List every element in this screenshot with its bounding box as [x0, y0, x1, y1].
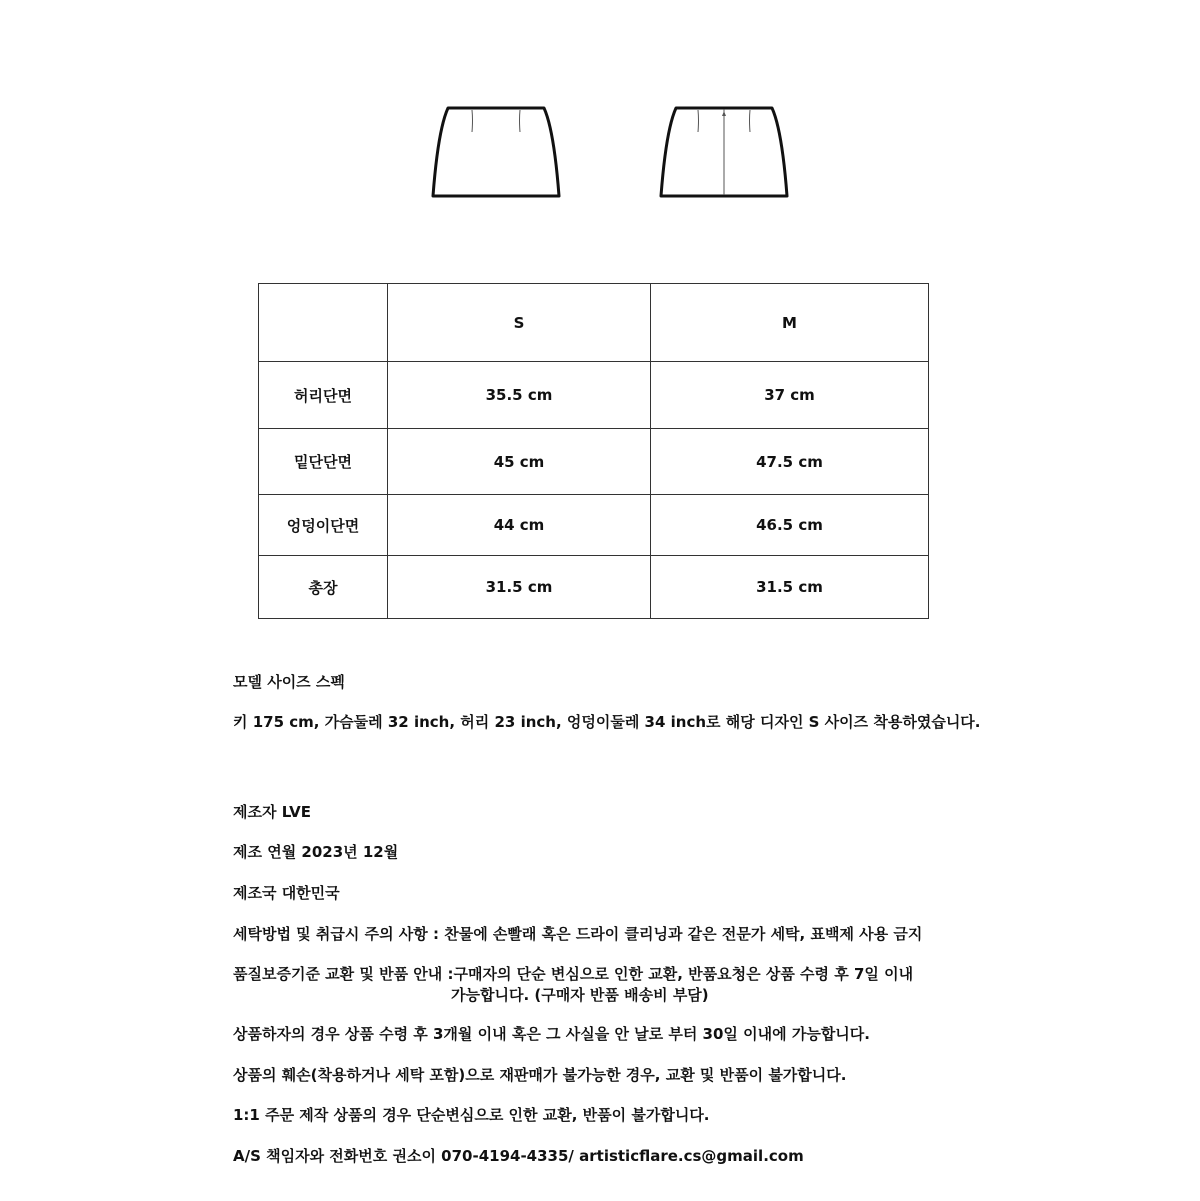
row-label: 밑단단면	[259, 429, 388, 495]
quality-guarantee-text-cont: 가능합니다. (구매자 반품 배송비 부담)	[451, 986, 709, 1004]
size-table	[258, 283, 929, 619]
model-spec-text: 키 175 cm, 가슴둘레 32 inch, 허리 23 inch, 엉덩이둘레 34 inch로 해당 디자인 S 사이즈 착용하였습니다.	[233, 713, 981, 731]
table-row	[259, 556, 929, 619]
manufacture-date-text: 제조 연월 2023년 12월	[233, 843, 399, 861]
garment-sketches	[0, 0, 1200, 240]
row-label: 허리단면	[259, 362, 388, 429]
damage-policy-text: 상품의 훼손(착용하거나 세탁 포함)으로 재판매가 불가능한 경우, 교환 및 반품이 불가합니다.	[233, 1066, 847, 1084]
table-header-row	[259, 284, 929, 362]
table-cell: 47.5 cm	[651, 429, 929, 495]
custom-order-policy-text: 1:1 주문 제작 상품의 경우 단순변심으로 인한 교환, 반품이 불가합니다.	[233, 1106, 710, 1124]
table-header-cell: M	[651, 284, 929, 362]
table-cell: 35.5 cm	[388, 362, 651, 429]
defect-policy-text: 상품하자의 경우 상품 수령 후 3개월 이내 혹은 그 사실을 안 날로 부터 30일 이내에 가능합니다.	[233, 1025, 870, 1043]
skirt-back-icon	[656, 100, 792, 200]
quality-guarantee-text: 품질보증기준 교환 및 반품 안내 :구매자의 단순 변심으로 인한 교환, 반품요청은 상품 수령 후 7일 이내	[233, 965, 914, 983]
skirt-front-icon	[428, 100, 564, 200]
table-cell: 31.5 cm	[651, 556, 929, 619]
table-cell: 44 cm	[388, 495, 651, 556]
table-header-cell	[259, 284, 388, 362]
table-cell: 45 cm	[388, 429, 651, 495]
model-spec-title: 모델 사이즈 스펙	[233, 673, 345, 691]
row-label: 총장	[259, 556, 388, 619]
washing-text: 세탁방법 및 취급시 주의 사항 : 찬물에 손빨래 혹은 드라이 클리닝과 같은 전문가 세탁, 표백제 사용 금지	[233, 925, 923, 943]
country-text: 제조국 대한민국	[233, 884, 340, 902]
table-cell: 37 cm	[651, 362, 929, 429]
table-row	[259, 429, 929, 495]
as-contact-text: A/S 책임자와 전화번호 권소이 070-4194-4335/ artisticflare.cs@gmail.com	[233, 1147, 804, 1165]
table-cell: 31.5 cm	[388, 556, 651, 619]
row-label: 엉덩이단면	[259, 495, 388, 556]
table-row	[259, 495, 929, 556]
table-cell: 46.5 cm	[651, 495, 929, 556]
table-row	[259, 362, 929, 429]
table-header-cell: S	[388, 284, 651, 362]
manufacturer-text: 제조자 LVE	[233, 803, 312, 821]
